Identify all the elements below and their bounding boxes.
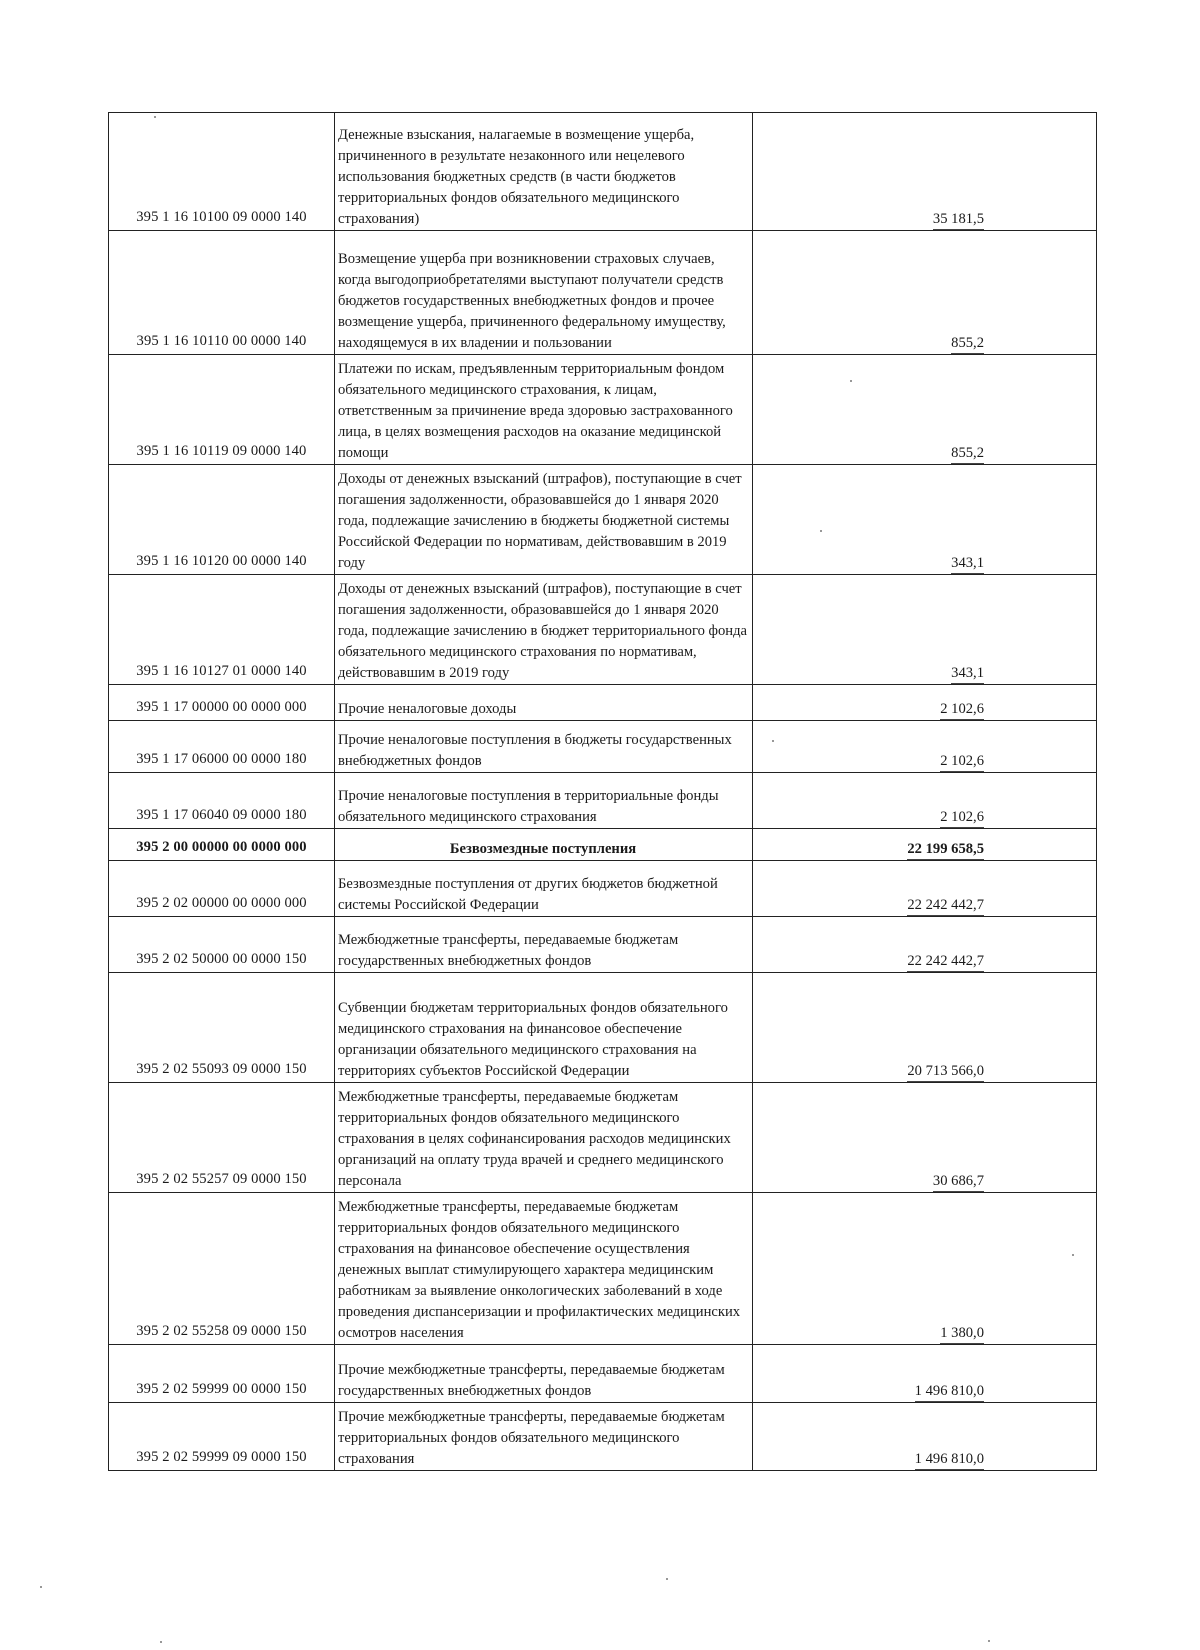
table-row bbox=[109, 1403, 1097, 1471]
budget-code: 395 2 02 59999 00 0000 150 bbox=[109, 1345, 335, 1403]
revenue-description: Возмещение ущерба при возникновении страховых случаев, когда выгодоприобретателями выступают получатели средств бюджетов государственных внебюджетных фондов и прочее возмещение ущерба, причиненного федеральному имуществу, находящемуся в их владении и пользовании bbox=[335, 231, 753, 355]
scan-speck bbox=[988, 1640, 990, 1642]
table-row-section-total bbox=[109, 829, 1097, 861]
revenue-description: Субвенции бюджетам территориальных фондов обязательного медицинского страхования на финансовое обеспечение организации обязательного медицинского страхования на территориях субъектов Российской Федерации bbox=[335, 973, 753, 1083]
revenue-amount: 30 686,7 bbox=[753, 1083, 1097, 1193]
budget-code: 395 1 16 10119 09 0000 140 bbox=[109, 355, 335, 465]
revenue-description: Денежные взыскания, налагаемые в возмещение ущерба, причиненного в результате незаконного или нецелевого использования бюджетных средств (в части бюджетов территориальных фондов обязательного медицинского страхования) bbox=[335, 113, 753, 231]
table-row bbox=[109, 1083, 1097, 1193]
revenue-description: Межбюджетные трансферты, передаваемые бюджетам государственных внебюджетных фондов bbox=[335, 917, 753, 973]
revenue-description: Доходы от денежных взысканий (штрафов), поступающие в счет погашения задолженности, образовавшейся до 1 января 2020 года, подлежащие зачислению в бюджеты бюджетной системы Российской Федерации по нормативам, действовавшим в 2019 году bbox=[335, 465, 753, 575]
revenue-description: Безвозмездные поступления bbox=[335, 829, 753, 861]
revenue-amount: 2 102,6 bbox=[753, 721, 1097, 773]
revenue-amount: 22 242 442,7 bbox=[753, 861, 1097, 917]
revenue-description: Доходы от денежных взысканий (штрафов), поступающие в счет погашения задолженности, образовавшейся до 1 января 2020 года, подлежащие зачислению в бюджет территориального фонда обязательного медицинского страхования по нормативам, действовавшим в 2019 году bbox=[335, 575, 753, 685]
revenue-amount: 343,1 bbox=[753, 575, 1097, 685]
budget-code: 395 1 17 00000 00 0000 000 bbox=[109, 685, 335, 721]
table-row bbox=[109, 1193, 1097, 1345]
revenue-description: Прочие неналоговые поступления в бюджеты государственных внебюджетных фондов bbox=[335, 721, 753, 773]
revenue-amount: 22 199 658,5 bbox=[753, 829, 1097, 861]
revenue-description: Межбюджетные трансферты, передаваемые бюджетам территориальных фондов обязательного медицинского страхования в целях софинансирования расходов медицинских организаций на оплату труда врачей и среднего медицинского персонала bbox=[335, 1083, 753, 1193]
table-row bbox=[109, 575, 1097, 685]
scan-speck bbox=[160, 1641, 162, 1643]
budget-code: 395 1 17 06040 09 0000 180 bbox=[109, 773, 335, 829]
budget-code: 395 1 16 10120 00 0000 140 bbox=[109, 465, 335, 575]
revenue-description: Прочие неналоговые поступления в территориальные фонды обязательного медицинского страхования bbox=[335, 773, 753, 829]
revenue-description: Прочие межбюджетные трансферты, передаваемые бюджетам территориальных фондов обязательного медицинского страхования bbox=[335, 1403, 753, 1471]
table-row bbox=[109, 355, 1097, 465]
scan-speck bbox=[850, 380, 852, 382]
budget-code: 395 2 02 50000 00 0000 150 bbox=[109, 917, 335, 973]
revenue-amount: 855,2 bbox=[753, 231, 1097, 355]
revenue-description: Прочие межбюджетные трансферты, передаваемые бюджетам государственных внебюджетных фондов bbox=[335, 1345, 753, 1403]
revenue-amount: 1 496 810,0 bbox=[753, 1345, 1097, 1403]
budget-code: 395 1 16 10100 09 0000 140 bbox=[109, 113, 335, 231]
revenue-amount: 1 380,0 bbox=[753, 1193, 1097, 1345]
table-row bbox=[109, 861, 1097, 917]
table-row bbox=[109, 1345, 1097, 1403]
revenue-description: Платежи по искам, предъявленным территориальным фондом обязательного медицинского страхования, к лицам, ответственным за причинение вреда здоровью застрахованного лица, в целях возмещения расходов на оказание медицинской помощи bbox=[335, 355, 753, 465]
scan-speck bbox=[820, 530, 822, 532]
table-row bbox=[109, 465, 1097, 575]
budget-code: 395 1 17 06000 00 0000 180 bbox=[109, 721, 335, 773]
revenue-description: Межбюджетные трансферты, передаваемые бюджетам территориальных фондов обязательного медицинского страхования на финансовое обеспечение осуществления денежных выплат стимулирующего характера медицинским работникам за выявление онкологических заболеваний в ходе проведения диспансеризации и профилактических медицинских осмотров населения bbox=[335, 1193, 753, 1345]
budget-code: 395 2 00 00000 00 0000 000 bbox=[109, 829, 335, 861]
revenue-amount: 343,1 bbox=[753, 465, 1097, 575]
budget-code: 395 2 02 55257 09 0000 150 bbox=[109, 1083, 335, 1193]
table-row bbox=[109, 773, 1097, 829]
revenue-amount: 35 181,5 bbox=[753, 113, 1097, 231]
scan-speck bbox=[772, 740, 774, 742]
scan-speck bbox=[154, 116, 156, 118]
scan-speck bbox=[666, 1578, 668, 1580]
budget-code: 395 2 02 00000 00 0000 000 bbox=[109, 861, 335, 917]
scan-speck bbox=[1072, 1254, 1074, 1256]
budget-code: 395 1 16 10127 01 0000 140 bbox=[109, 575, 335, 685]
revenue-description: Безвозмездные поступления от других бюджетов бюджетной системы Российской Федерации bbox=[335, 861, 753, 917]
revenue-amount: 2 102,6 bbox=[753, 773, 1097, 829]
scan-speck bbox=[40, 1586, 42, 1588]
table-row bbox=[109, 917, 1097, 973]
revenue-amount: 20 713 566,0 bbox=[753, 973, 1097, 1083]
table-row bbox=[109, 721, 1097, 773]
budget-code: 395 2 02 59999 09 0000 150 bbox=[109, 1403, 335, 1471]
table-row bbox=[109, 973, 1097, 1083]
revenue-amount: 855,2 bbox=[753, 355, 1097, 465]
revenue-amount: 22 242 442,7 bbox=[753, 917, 1097, 973]
revenue-table-page bbox=[108, 112, 1096, 1471]
revenue-amount: 2 102,6 bbox=[753, 685, 1097, 721]
revenue-description: Прочие неналоговые доходы bbox=[335, 685, 753, 721]
table-row bbox=[109, 113, 1097, 231]
revenue-amount: 1 496 810,0 bbox=[753, 1403, 1097, 1471]
revenue-table bbox=[108, 112, 1097, 1471]
table-row bbox=[109, 685, 1097, 721]
budget-code: 395 1 16 10110 00 0000 140 bbox=[109, 231, 335, 355]
table-row bbox=[109, 231, 1097, 355]
budget-code: 395 2 02 55258 09 0000 150 bbox=[109, 1193, 335, 1345]
budget-code: 395 2 02 55093 09 0000 150 bbox=[109, 973, 335, 1083]
